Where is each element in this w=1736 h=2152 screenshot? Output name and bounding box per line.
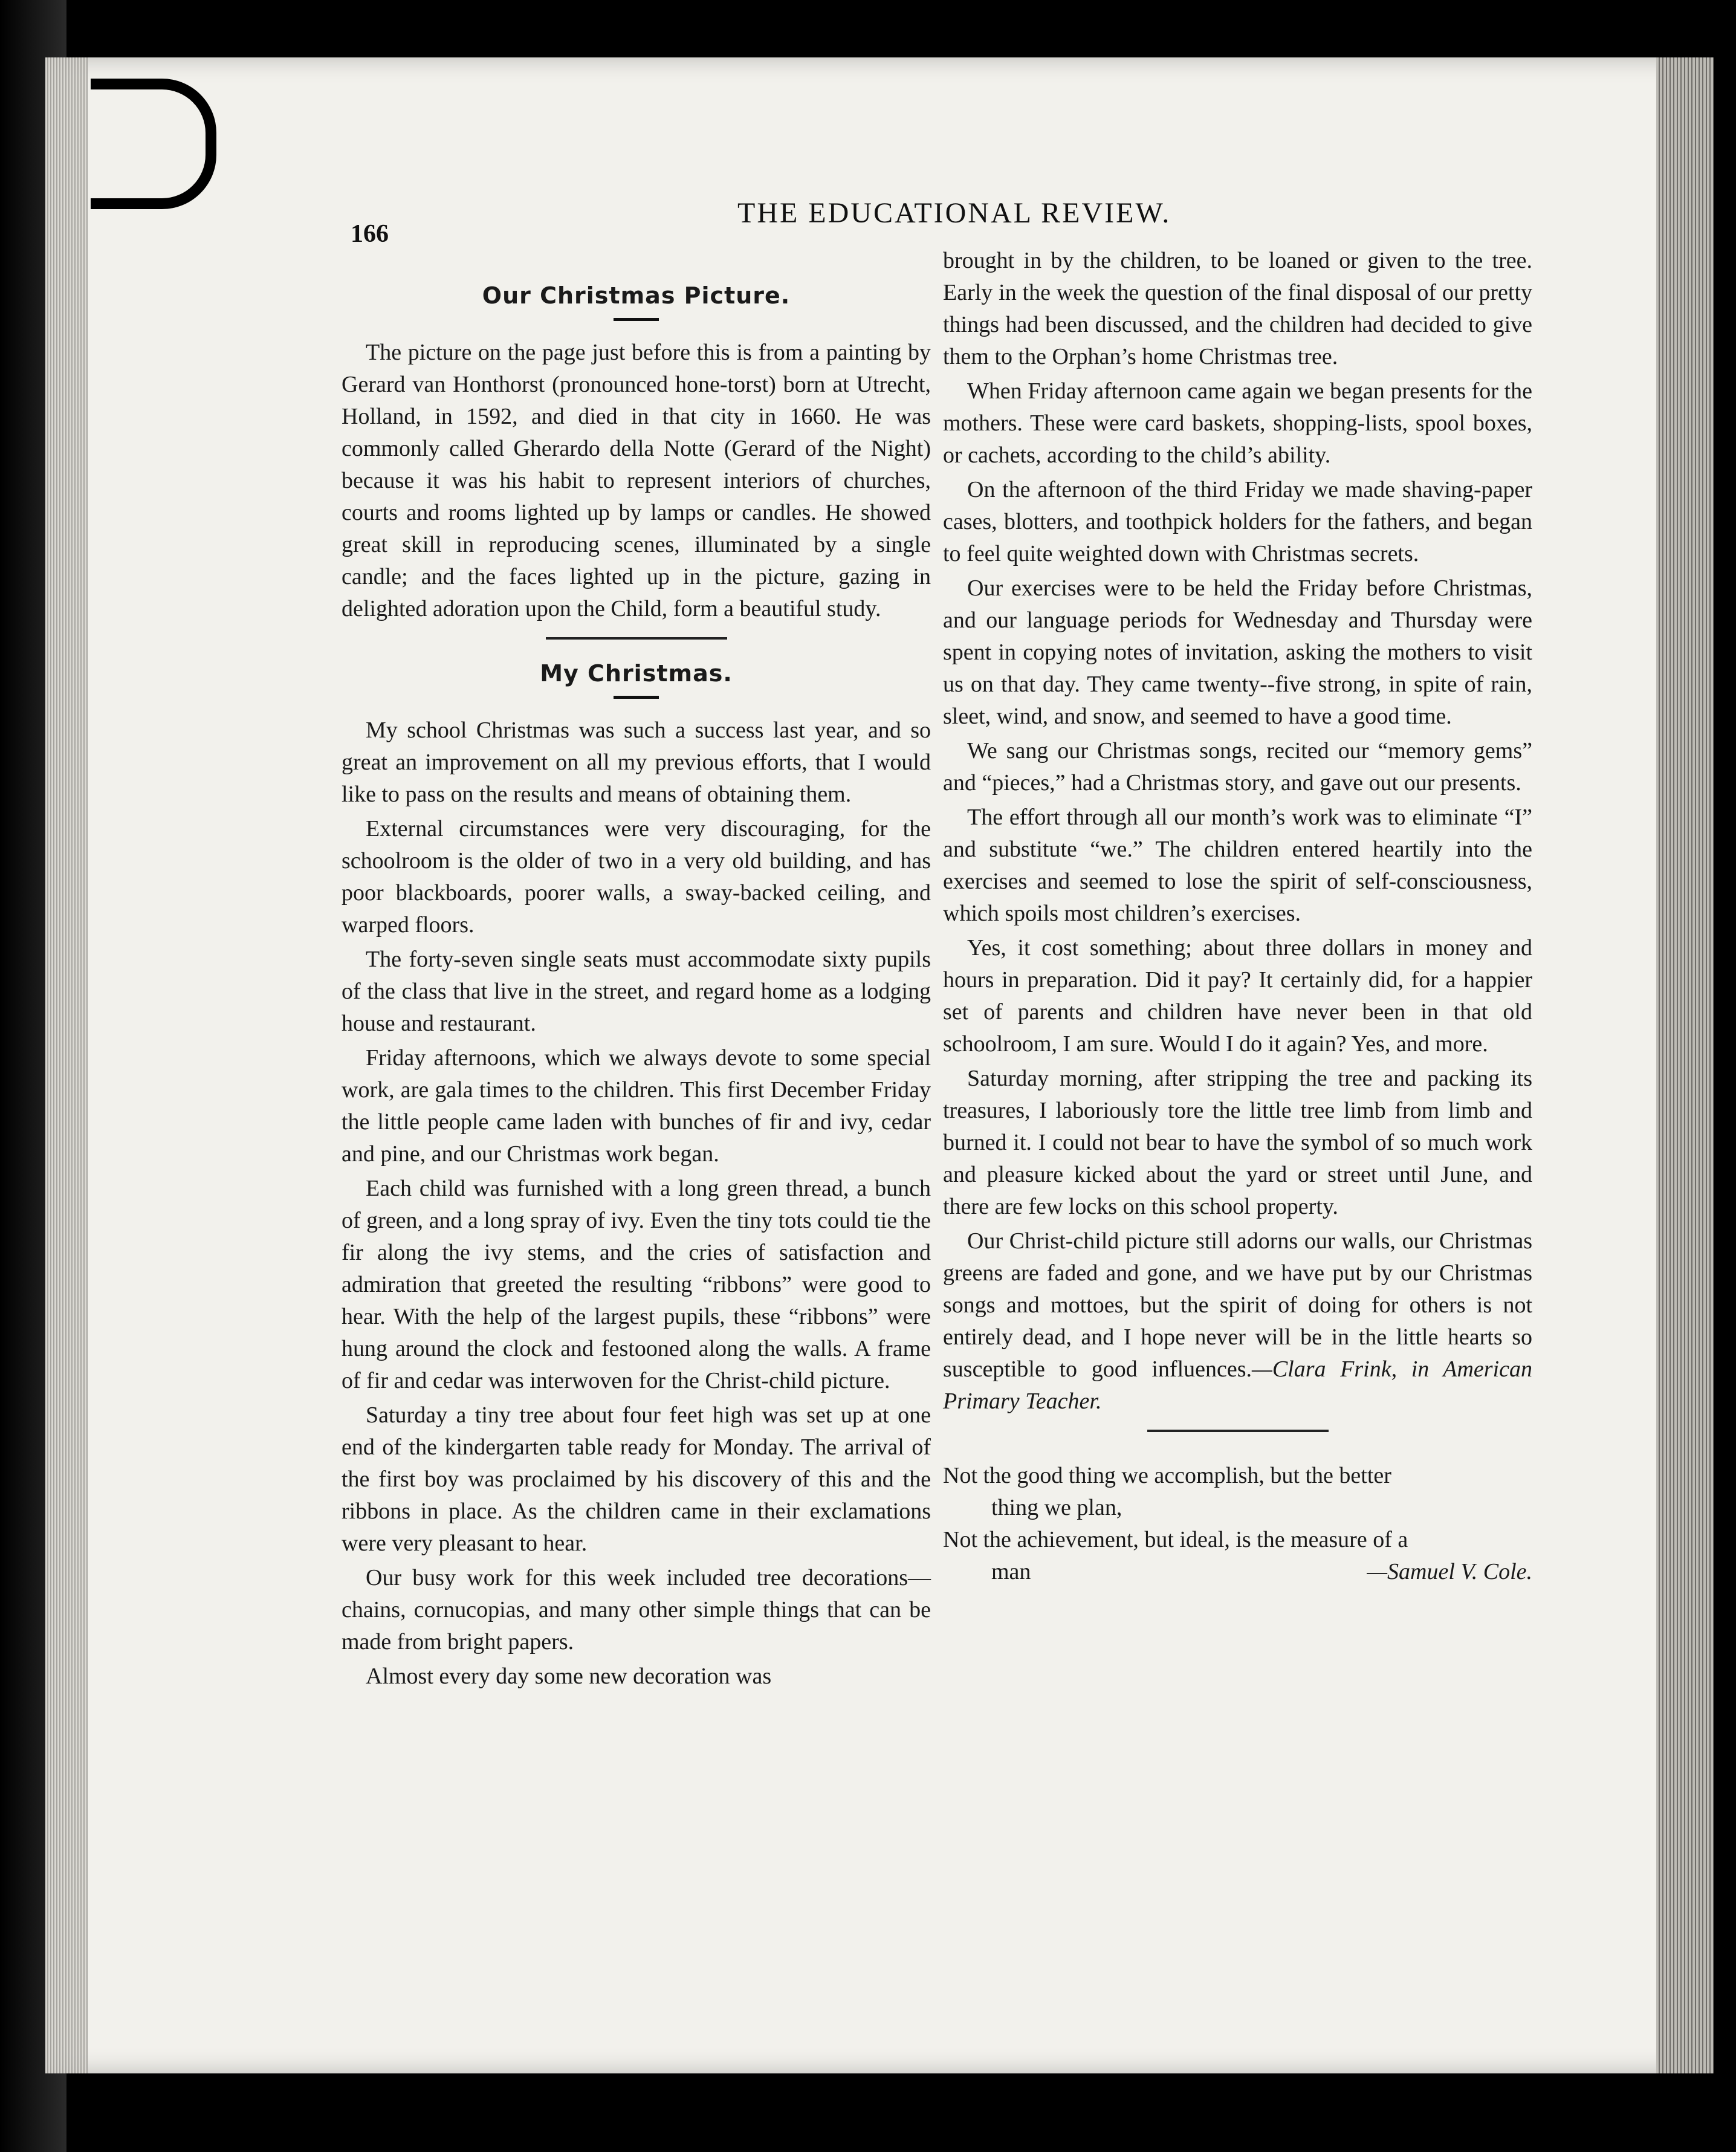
paragraph: We sang our Christmas songs, recited our “memory gems” and “pieces,” had a Christmas story, and gave out our presents. <box>943 738 1532 796</box>
article-title-christmas-picture: Our Christmas Picture. <box>482 282 791 309</box>
poem-line: man <box>991 1559 1031 1584</box>
poem-quote <box>943 1460 1532 1588</box>
paragraph: Our exercises were to be held the Friday before Christmas, and our language periods for Wednesday and Thursday were spent in copying notes of invitation, asking the mothers to visit us on that day. They came twenty--five strong, in spite of rain, sleet, wind, and snow, and seemed to have a good time. <box>943 575 1532 729</box>
paragraph: Saturday morning, after stripping the tree and packing its treasures, I laboriously tore the little tree limb from limb and burned it. I could not bear to have the symbol of so much work and pleasure kicked about the yard or street until June, and there are few locks on this school property. <box>943 1066 1532 1219</box>
paragraph: The picture on the page just before this is from a painting by Gerard van Honthorst (pronounced hone-torst) born at Utrecht, Holland, in 1592, and died in that city in 1660. He was commonly called Gherardo della Notte (Gerard of the Night) because it was his habit to represent interiors of churches, courts and rooms lighted up by lamps or candles. He showed great skill in reproducing scenes, illuminated by a single candle; and the faces lighted up in the picture, gazing in delighted adoration upon the Child, form a beautiful study. <box>342 340 931 621</box>
page-header <box>351 196 1620 248</box>
paragraph: The forty-seven single seats must accommodate sixty pupils of the class that live in the street, and regard home as a lodging house and restaurant. <box>342 947 931 1036</box>
paragraph: Almost every day some new decoration was <box>366 1664 772 1689</box>
poem-author: —Samuel V. Cole. <box>1367 1559 1532 1584</box>
section-divider <box>1147 1430 1329 1432</box>
paragraph: The effort through all our month’s work was to eliminate “I” and substitute “we.” The children entered heartily into the exercises and seemed to lose the spirit of self-consciousness, which spoils most children’s exercises. <box>943 805 1532 926</box>
binder-clip-icon <box>91 79 216 209</box>
poem-line: Not the achievement, but ideal, is the measure of a <box>943 1527 1408 1552</box>
final-text: Our Christ-child picture still adorns our walls, our Christmas greens are faded and gone, and we have put by our Christmas songs and mottoes, but the spirit of doing for others is not entirely dead, and I hope never will be in the little hearts so susceptible to good influences. <box>943 1228 1532 1382</box>
paragraph: My school Christmas was such a success last year, and so great an improvement on all my previous efforts, that I would like to pass on the results and means of obtaining them. <box>342 718 931 807</box>
article-title-my-christmas: My Christmas. <box>540 660 733 687</box>
paragraph-final <box>943 1225 1532 1418</box>
page-edge-stack-right <box>1656 57 1714 2073</box>
poem-last-line <box>943 1556 1532 1588</box>
attribution: —Clara Frink, in American Primary Teacher. <box>943 1356 1532 1414</box>
running-title: THE EDUCATIONAL REVIEW. <box>737 197 1171 229</box>
paragraph: Saturday a tiny tree about four feet high was set up at one end of the kindergarten table ready for Monday. The arrival of the first boy was proclaimed by his discovery of this and the ribbons in place. As the children came in their exclamations were very pleasant to hear. <box>342 1402 931 1556</box>
paragraph: On the afternoon of the third Friday we made shaving-paper cases, blotters, and toothpick holders for the fathers, and began to feel quite weighted down with Christmas secrets. <box>943 477 1532 566</box>
paragraph: Each child was furnished with a long green thread, a bunch of green, and a long spray of ivy. Even the tiny tots could tie the fir along the ivy stems, and the cries of satisfaction and admiration that greeted the resulting “ribbons” were good to hear. With the help of the largest pupils, these “ribbons” were hung around the clock and festooned along the walls. A frame of fir and cedar was interwoven for the Christ-child picture. <box>342 1176 931 1393</box>
paragraph: Yes, it cost something; about three dollars in money and hours in preparation. Did it pay? It certainly did, for a happier set of parents and children have never been in that old schoolroom, I am sure. Would I do it again? Yes, and more. <box>943 935 1532 1057</box>
paragraph-continuation: brought in by the children, to be loaned or given to the tree. Early in the week the question of the final disposal of our pretty things had been discussed, and the children had decided to give them to the Orphan’s home Christmas tree. <box>943 248 1532 369</box>
paragraph: When Friday afternoon came again we began presents for the mothers. These were card baskets, shopping-lists, spool boxes, or cachets, according to the child’s ability. <box>943 378 1532 468</box>
poem-line: thing we plan, <box>991 1495 1122 1520</box>
title-rule <box>614 696 659 699</box>
section-divider <box>546 637 727 640</box>
paragraph: Friday afternoons, which we always devote to some special work, are gala times to the children. This first December Friday the little people came laden with bunches of fir and ivy, cedar and pine, and our Christmas work began. <box>342 1045 931 1167</box>
right-column <box>943 245 1532 1588</box>
page-edge-stack-left <box>45 57 88 2073</box>
paragraph: Our busy work for this week included tree decorations—chains, cornucopias, and many other simple things that can be made from bright papers. <box>342 1565 931 1655</box>
left-column <box>342 269 931 1695</box>
page-number: 166 <box>351 220 389 248</box>
title-rule <box>614 318 659 321</box>
poem-line: Not the good thing we accomplish, but the better <box>943 1463 1391 1488</box>
paragraph: External circumstances were very discouraging, for the schoolroom is the older of two in a very old building, and has poor blackboards, poorer walls, a sway-backed ceiling, and warped floors. <box>342 816 931 938</box>
